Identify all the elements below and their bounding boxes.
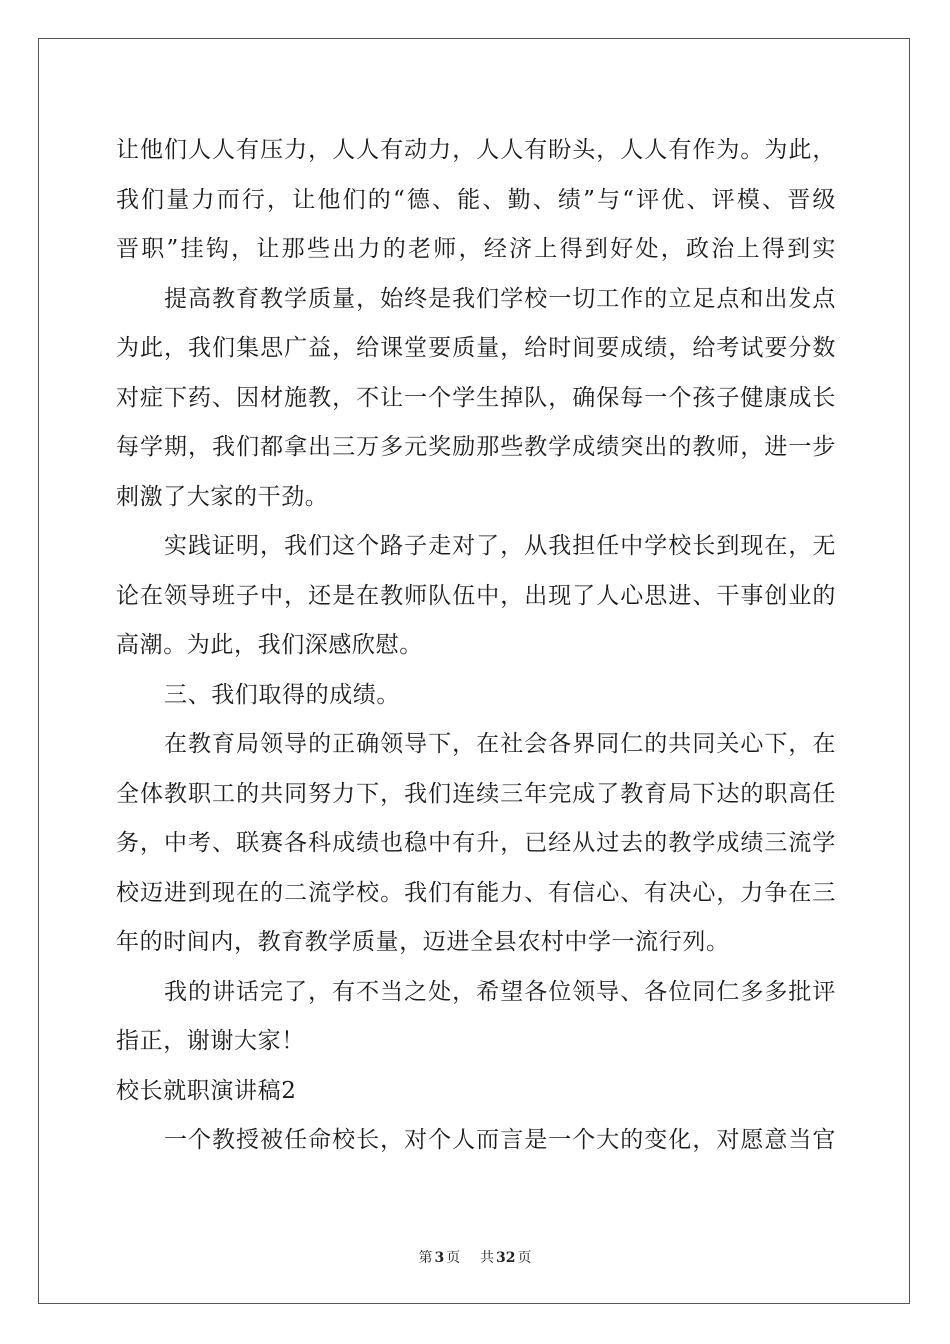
text-line: 刺激了大家的干劲。 [116,483,329,510]
text-line: 晋职”挂钩，让那些出力的老师，经济上得到好处，政治上得到实 [116,236,836,262]
text-line: 全体教职工的共同努力下，我们连续三年完成了教育局下达的职高任 [116,780,836,807]
document-subtitle: 校长就职演讲稿2 [116,1077,297,1104]
text-line: 我们量力而行，让他们的“德、能、勤、绩”与“评优、评模、晋级 [116,186,836,213]
page-footer [0,1247,950,1267]
text-line: 实践证明，我们这个路子走对了，从我担任中学校长到现在，无 [164,533,836,559]
text-line: 高潮。为此，我们深感欣慰。 [116,632,423,658]
text-line: 年的时间内，教育教学质量，迈进全县农村中学一流行列。 [116,929,730,955]
text-line: 在教育局领导的正确领导下，在社会各界同仁的共同关心下，在 [164,731,836,757]
total-page-count: 32 [496,1250,516,1266]
text-line: 指正，谢谢大家！ [116,1028,305,1054]
footer-total-suffix: 页 [517,1250,532,1266]
text-line: 务，中考、联赛各科成绩也稳中有升，已经从过去的教学成绩三流学 [116,830,836,856]
text-line: 提高教育教学质量，始终是我们学校一切工作的立足点和出发点 [164,285,836,312]
footer-prefix: 第 [418,1250,433,1266]
text-line: 对症下药、因材施教，不让一个学生掉队，确保每一个孩子健康成长 [116,384,836,411]
text-line: 为此，我们集思广益，给课堂要质量，给时间要成绩，给考试要分数 [116,335,836,361]
text-line: 我的讲话完了，有不当之处，希望各位领导、各位同仁多多批评 [164,978,836,1005]
text-line: 论在领导班子中，还是在教师队伍中，出现了人心思进、干事创业的 [116,582,836,609]
footer-total-prefix: 共 [480,1250,495,1266]
current-page-number: 3 [434,1250,445,1266]
section-heading: 三、我们取得的成绩。 [164,681,400,708]
document-body [116,126,836,1166]
text-line: 一个教授被任命校长，对个人而言是一个大的变化，对愿意当官 [164,1127,836,1153]
text-line: 让他们人人有压力，人人有动力，人人有盼头，人人有作为。为此， [116,137,836,163]
text-line: 校迈进到现在的二流学校。我们有能力、有信心、有决心，力争在三 [116,879,836,906]
footer-page-suffix: 页 [446,1250,461,1266]
text-line: 每学期，我们都拿出三万多元奖励那些教学成绩突出的教师，进一步 [116,434,836,460]
